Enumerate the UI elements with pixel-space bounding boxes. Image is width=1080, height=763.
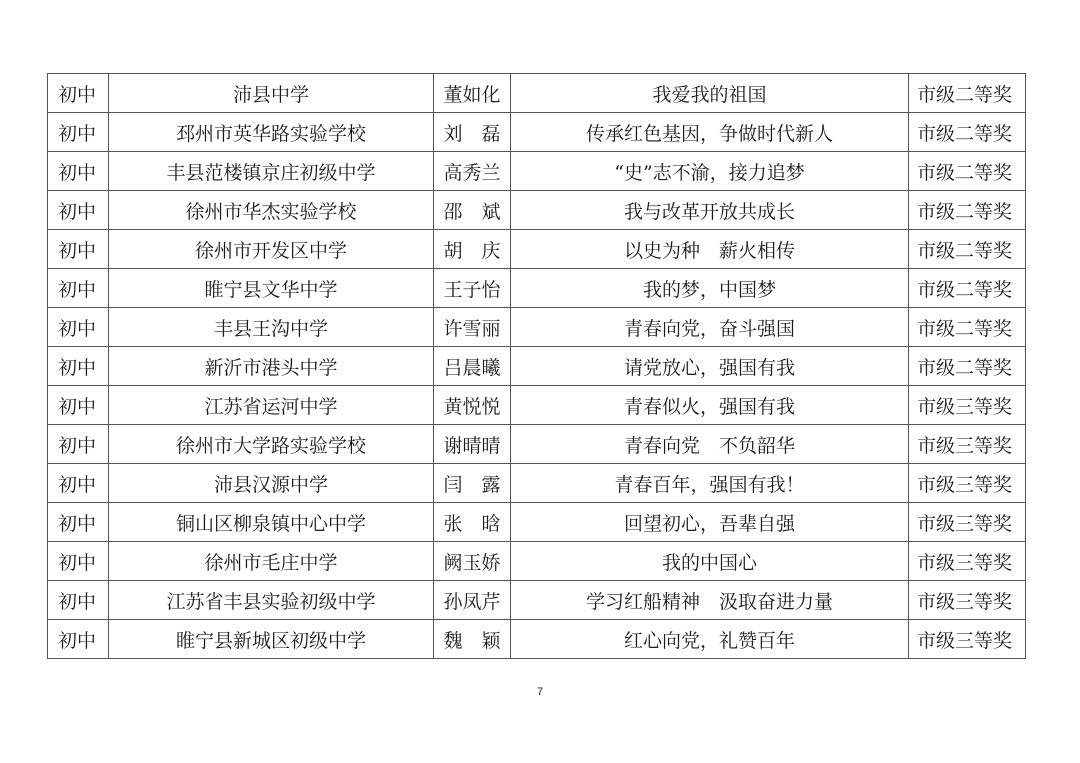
table-row [48,152,1026,191]
cell-school: 丰县范楼镇京庄初级中学 [109,152,434,191]
table-row [48,230,1026,269]
cell-title: 我的梦，中国梦 [511,269,909,308]
award-table [47,73,1026,659]
cell-school: 新沂市港头中学 [109,347,434,386]
cell-school: 睢宁县文华中学 [109,269,434,308]
cell-school: 江苏省丰县实验初级中学 [109,581,434,620]
cell-school: 徐州市大学路实验学校 [109,425,434,464]
cell-award: 市级三等奖 [909,503,1026,542]
cell-award: 市级二等奖 [909,230,1026,269]
cell-level: 初中 [48,230,109,269]
cell-award: 市级三等奖 [909,542,1026,581]
cell-level: 初中 [48,308,109,347]
cell-award: 市级三等奖 [909,620,1026,659]
cell-level: 初中 [48,113,109,152]
cell-teacher: 刘 磊 [434,113,511,152]
cell-level: 初中 [48,620,109,659]
cell-teacher: 胡 庆 [434,230,511,269]
cell-award: 市级二等奖 [909,113,1026,152]
cell-title: 青春向党，奋斗强国 [511,308,909,347]
cell-award: 市级二等奖 [909,347,1026,386]
table-row [48,386,1026,425]
cell-award: 市级三等奖 [909,464,1026,503]
cell-level: 初中 [48,503,109,542]
cell-school: 铜山区柳泉镇中心中学 [109,503,434,542]
table-row [48,113,1026,152]
cell-award: 市级三等奖 [909,581,1026,620]
cell-teacher: 吕晨曦 [434,347,511,386]
cell-award: 市级二等奖 [909,308,1026,347]
cell-teacher: 许雪丽 [434,308,511,347]
cell-title: 请党放心，强国有我 [511,347,909,386]
cell-teacher: 邵 斌 [434,191,511,230]
cell-teacher: 高秀兰 [434,152,511,191]
cell-school: 徐州市华杰实验学校 [109,191,434,230]
cell-title: 回望初心，吾辈自强 [511,503,909,542]
cell-award: 市级三等奖 [909,425,1026,464]
cell-level: 初中 [48,464,109,503]
cell-school: 徐州市开发区中学 [109,230,434,269]
cell-title: 传承红色基因，争做时代新人 [511,113,909,152]
cell-school: 江苏省运河中学 [109,386,434,425]
cell-award: 市级二等奖 [909,269,1026,308]
page-number: 7 [536,686,544,698]
table-row [48,308,1026,347]
cell-title: 我的中国心 [511,542,909,581]
cell-school: 邳州市英华路实验学校 [109,113,434,152]
table-row [48,191,1026,230]
cell-title: 青春似火，强国有我 [511,386,909,425]
cell-award: 市级二等奖 [909,74,1026,113]
cell-teacher: 阙玉娇 [434,542,511,581]
cell-teacher: 黄悦悦 [434,386,511,425]
cell-teacher: 魏 颖 [434,620,511,659]
table-row [48,269,1026,308]
cell-level: 初中 [48,152,109,191]
table-row [48,542,1026,581]
cell-title: 我与改革开放共成长 [511,191,909,230]
cell-title: “史”志不渝，接力追梦 [511,152,909,191]
table-row [48,347,1026,386]
cell-teacher: 谢晴晴 [434,425,511,464]
cell-school: 徐州市毛庄中学 [109,542,434,581]
table-row [48,581,1026,620]
cell-level: 初中 [48,191,109,230]
cell-teacher: 董如化 [434,74,511,113]
cell-level: 初中 [48,269,109,308]
cell-school: 丰县王沟中学 [109,308,434,347]
cell-title: 学习红船精神 汲取奋进力量 [511,581,909,620]
cell-award: 市级二等奖 [909,191,1026,230]
cell-title: 青春百年，强国有我！ [511,464,909,503]
cell-level: 初中 [48,581,109,620]
cell-award: 市级二等奖 [909,152,1026,191]
table-row [48,620,1026,659]
table-row [48,74,1026,113]
cell-school: 沛县汉源中学 [109,464,434,503]
cell-award: 市级三等奖 [909,386,1026,425]
cell-title: 以史为种 薪火相传 [511,230,909,269]
table-row [48,425,1026,464]
cell-teacher: 闫 露 [434,464,511,503]
cell-title: 我爱我的祖国 [511,74,909,113]
cell-level: 初中 [48,386,109,425]
table-row [48,464,1026,503]
cell-title: 青春向党 不负韶华 [511,425,909,464]
award-table-body [48,74,1026,659]
cell-level: 初中 [48,347,109,386]
cell-title: 红心向党，礼赞百年 [511,620,909,659]
cell-level: 初中 [48,425,109,464]
cell-teacher: 孙凤芹 [434,581,511,620]
cell-teacher: 王子怡 [434,269,511,308]
table-row [48,503,1026,542]
cell-teacher: 张 晗 [434,503,511,542]
cell-school: 睢宁县新城区初级中学 [109,620,434,659]
cell-level: 初中 [48,74,109,113]
cell-school: 沛县中学 [109,74,434,113]
cell-level: 初中 [48,542,109,581]
